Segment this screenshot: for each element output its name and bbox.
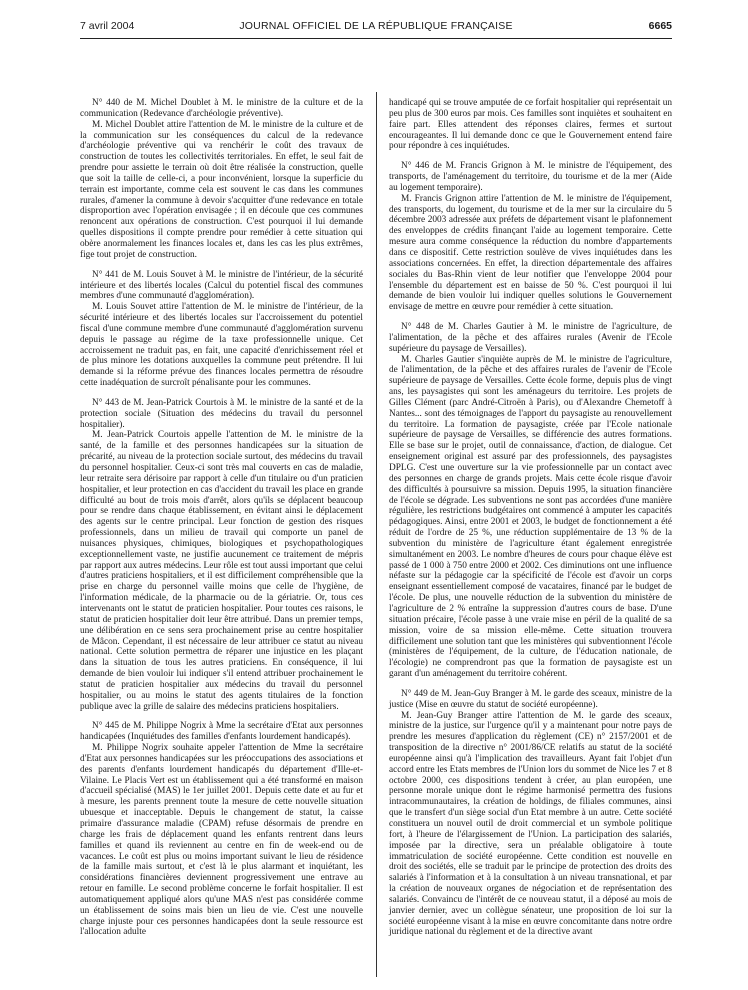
question-title: N° 448 de M. Charles Gautier à M. le ministre de l'agriculture, de l'alimentation, de la pêche et des affaires rurales (Avenir de l'Ecole supérieure du paysage de Versailles). (389, 322, 672, 354)
question-448 (389, 322, 672, 680)
question-title: N° 445 de M. Philippe Nogrix à Mme la secrétaire d'Etat aux personnes handicapées (Inquiétudes des familles d'enfants lourdement handicapés). (80, 721, 363, 743)
left-column (80, 98, 363, 947)
question-body: M. Jean-Guy Branger attire l'attention de M. le garde des sceaux, ministre de la justice, sur l'urgence qu'il y a maintenant pour notre pays de prendre les mesures d'application du règlement (CE) n° 2157/2001 et de transposition de la directive n° 2001/86/CE relatifs au statut de la société européenne ainsi qu'à l'implication des travailleurs. Ayant fait l'objet d'un accord entre les Etats membres de l'Union lors du sommet de Nice les 7 et 8 octobre 2000, ces dispositions tendent à créer, au plan européen, une personne morale unique dont le régime harmonisé permettra des fusions intracommunautaires, la création de holdings, de filiales communes, ainsi que le transfert d'un siège social d'un Etat membre à un autre. Cette société constituera un nouvel outil de droit commercial et un symbole politique fort, à l'heure de l'élargissement de l'Union. La participation des salariés, imposée par la directive, sera un préalable obligatoire à toute immatriculation de société européenne. Cette condition est nouvelle en droit des sociétés, elle se traduit par le principe de protection des droits des salariés à l'information et à la consultation à un niveau transnational, et par la création de nouveaux organes de négociation et de représentation des salariés. Convaincu de l'intérêt de ce nouveau statut, il a déposé au mois de janvier dernier, avec un collègue sénateur, une proposition de loi sur la société européenne visant à la mise en œuvre concomitante dans notre ordre juridique national du règlement et de la directive avant (389, 710, 672, 938)
question-title: N° 446 de M. Francis Grignon à M. le ministre de l'équipement, des transports, de l'aménagement du territoire, du tourisme et de la mer (Aide au logement temporaire). (389, 161, 672, 193)
question-title: N° 443 de M. Jean-Patrick Courtois à M. le ministre de la santé et de la protection sociale (Situation des médecins du travail du personnel hospitalier). (80, 397, 363, 430)
question-body: M. Jean-Patrick Courtois appelle l'attention de M. le ministre de la santé, de la famille et des personnes handicapées sur la situation de précarité, au niveau de la protection sociale surtout, des médecins du travail du personnel hospitalier. Ceux-ci sont très mal couverts en cas de maladie, leur retraite sera dérisoire par rapport à celle d'un titulaire ou d'un praticien hospitalier, et leur protection en cas d'accident du travail les place en grande difficulté au bout de trois mois d'arrêt, alors qu'ils se déplacent beaucoup pour se rendre dans chaque établissement, en évitant ainsi le déplacement des agents sur le centre principal. Leur fonction de gestion des risques professionnels, dans un milieu de travail qui comporte un panel de nuisances physiques, chimiques, biologiques et psychopathologiques exceptionnellement vaste, ne justifie aucunement ce traitement de mépris par rapport aux autres médecins. Leur rôle est tout aussi important que celui d'autres praticiens hospitaliers, et il est difficilement compréhensible que la prise en charge du personnel vaille moins que celle de l'hygiène, de l'information médicale, de la pharmacie ou de la gériatrie. Or, tous ces intervenants ont le statut de praticien hospitalier. Pour toutes ces raisons, le statut de praticien hospitalier doit leur être attribué. Dans un premier temps, une délibération en ce sens sera prochainement prise au centre hospitalier de Mâcon. Cependant, il est nécessaire de leur attribuer ce statut au niveau national. Cette solution permettra de réparer une injustice en les plaçant dans la situation de tous les autres praticiens. En conséquence, il lui demande de bien vouloir lui indiquer s'il entend attribuer prochainement le statut de praticien hospitalier aux médecins du travail du personnel hospitalier, ou au moins le statut des agents titulaires de la fonction publique avec la grille de salaire des médecins praticiens hospitaliers. (80, 430, 363, 712)
question-title: N° 449 de M. Jean-Guy Branger à M. le garde des sceaux, ministre de la justice (Mise en œuvre du statut de société européenne). (389, 688, 672, 710)
question-body: M. Louis Souvet attire l'attention de M. le ministre de l'intérieur, de la sécurité intérieure et des libertés locales sur l'accroissement du potentiel fiscal d'une commune membre d'une communauté d'agglomération survenu depuis le passage au régime de la taxe professionnelle unique. Cet accroissement ne traduit pas, en fait, une capacité d'enrichissement réel et de plus minore les dotations auxquelles la commune peut prétendre. Il lui demande si la réforme prévue des finances locales permettra de résoudre cette inadéquation de surcroît pénalisante pour les communes. (80, 302, 363, 389)
question-445-continued (389, 98, 672, 152)
question-body: M. Philippe Nogrix souhaite appeler l'attention de Mme la secrétaire d'Etat aux personnes handicapées sur les préoccupations des associations et des parents d'enfants lourdement handicapés du département d'Ille-et-Vilaine. Le Placis Vert est un établissement qui a été transformé en maison d'accueil spécialisé (MAS) le 1er juillet 2001. Depuis cette date et au fur et à mesure, les parents prennent toute la mesure de cette nouvelle situation ubuesque et inacceptable. Depuis le changement de statut, la caisse primaire d'assurance maladie (CPAM) refuse désormais de prendre en charge les frais de déplacement quand les enfants rentrent dans leurs familles et quand ils reviennent au centre en fin de week-end ou de vacances. Le coût est plus ou moins important suivant le lieu de résidence de la famille mais surtout, et c'est là le plus alarmant et inquiétant, les considérations financières deviennent progressivement une entrave au retour en famille. Le second problème concerne le forfait hospitalier. Il est automatiquement appliqué alors qu'une MAS n'est pas considérée comme un établissement de soins mais bien un lieu de vie. C'est une nouvelle charge injuste pour ces personnes handicapées dont la seule ressource est l'allocation adulte (80, 743, 363, 938)
right-column (389, 98, 672, 947)
column-divider (376, 92, 377, 977)
question-body: handicapé qui se trouve amputée de ce forfait hospitalier qui représentait un peu plus de 300 euros par mois. Ces familles sont inquiètes et souhaitent en faire part. Elles attendent des réponses claires, fermes et surtout encourageantes. Il lui demande donc ce que le Gouvernement entend faire pour répondre à ces inquiétudes. (389, 98, 672, 152)
question-body: M. Francis Grignon attire l'attention de M. le ministre de l'équipement, des transports, du logement, du tourisme et de la mer sur la circulaire du 5 décembre 2003 adressée aux préfets de département visant le plafonnement des enveloppes de crédits finançant l'aide au logement temporaire. Cette mesure aura comme conséquence la réduction du nombre d'appartements dans ce dispositif. Cette restriction soulève de vives inquiétudes dans les associations concernées. En effet, la direction départementale des affaires sociales du Bas-Rhin vient de leur notifier que l'enveloppe 2004 pour l'ensemble du département est en baisse de 50 %. C'est pourquoi il lui demande de bien vouloir lui indiquer quelles solutions le Gouvernement envisage de mettre en œuvre pour remédier à cette situation. (389, 193, 672, 313)
question-441 (80, 270, 363, 389)
question-449 (389, 689, 672, 938)
question-443 (80, 398, 363, 712)
header-page-number: 6665 (648, 20, 672, 32)
question-body: M. Charles Gautier s'inquiète auprès de M. le ministre de l'agriculture, de l'alimentation, de la pêche et des affaires rurales de l'avenir de l'Ecole supérieure de paysage de Versailles. Cette école forme, depuis plus de vingt ans, les paysagistes qui sont les aménageurs du territoire. Les projets de Gilles Clément (parc André-Citroën à Paris), ou d'Alexandre Chemetoff à Nantes... sont des témoignages de l'apport du paysagiste au renouvellement du territoire. La formation de paysagiste, créée par l'Ecole nationale supérieure de paysage de Versailles, se différencie des autres formations. Elle se base sur le projet, outil de connaissance, d'action, de dialogue. Cet enseignement original est assuré par des professionnels, des paysagistes DPLG. C'est une ouverture sur la vie professionnelle par un contact avec des personnes en charge de grands projets. Mais cette école risque d'avoir des difficultés à poursuivre sa mission. Depuis 1995, la situation financière de l'école se dégrade. Les subventions ne sont pas accordées d'une manière régulière, les restrictions budgétaires ont commencé à amputer les capacités pédagogiques. Ainsi, entre 2001 et 2003, le budget de fonctionnement a été réduit de l'ordre de 25 %, une réduction supplémentaire de 13 % de la subvention du ministère de l'agriculture étant également enregistrée simultanément en 2003. Le nombre d'heures de cours pour chaque élève est passé de 1 000 à 750 entre 2000 et 2002. Ces diminutions ont une influence néfaste sur la pédagogie car la spécificité de l'école est d'avoir un corps enseignant essentiellement composé de vacataires, financé par le budget de l'école. De plus, une nouvelle réduction de la subvention du ministère de l'agriculture de 2 % entraîne la suppression d'autres cours de base. D'une situation précaire, l'école passe à une vraie mise en péril de la qualité de sa mission, voire de sa mission elle-même. Cette situation trouvera difficilement une solution tant que les ministères qui subventionnent l'école (ministères de l'équipement, de la culture, de l'éducation nationale, de l'écologie) ne comprendront pas que la formation de paysagiste est un garant d'un aménagement du territoire cohérent. (389, 354, 672, 680)
question-445 (80, 721, 363, 938)
header-date: 7 avril 2004 (80, 20, 135, 32)
question-body: M. Michel Doublet attire l'attention de M. le ministre de la culture et de la communication sur les conséquences du calcul de la redevance d'archéologie préventive qui va renchérir le coût des travaux de construction de toutes les collectivités territoriales. En effet, le seul fait de prendre pour assiette le terrain où doit être réalisée la construction, quelle que soit la taille de celle-ci, a pour inconvénient, lorsque la superficie du terrain est importante, comme cela est souvent le cas dans les communes rurales, d'amener la commune à devoir s'acquitter d'une redevance en totale disproportion avec l'opération envisagée ; il en découle que ces communes renoncent aux opérations de construction. C'est pourquoi il lui demande quelles dispositions il compte prendre pour remédier à cette situation qui obère anormalement les finances locales et, dans les cas les plus extrêmes, fige tout projet de construction. (80, 119, 363, 260)
question-446 (389, 161, 672, 313)
header-rule (80, 38, 672, 39)
question-title: N° 440 de M. Michel Doublet à M. le ministre de la culture et de la communication (Redevance d'archéologie préventive). (80, 98, 363, 119)
question-title: N° 441 de M. Louis Souvet à M. le ministre de l'intérieur, de la sécurité intérieure et des libertés locales (Calcul du potentiel fiscal des communes membres d'une communauté d'agglomération). (80, 269, 363, 302)
question-440 (80, 98, 363, 261)
page-header (80, 20, 672, 34)
header-journal-title: JOURNAL OFFICIEL DE LA RÉPUBLIQUE FRANÇAISE (239, 20, 513, 32)
